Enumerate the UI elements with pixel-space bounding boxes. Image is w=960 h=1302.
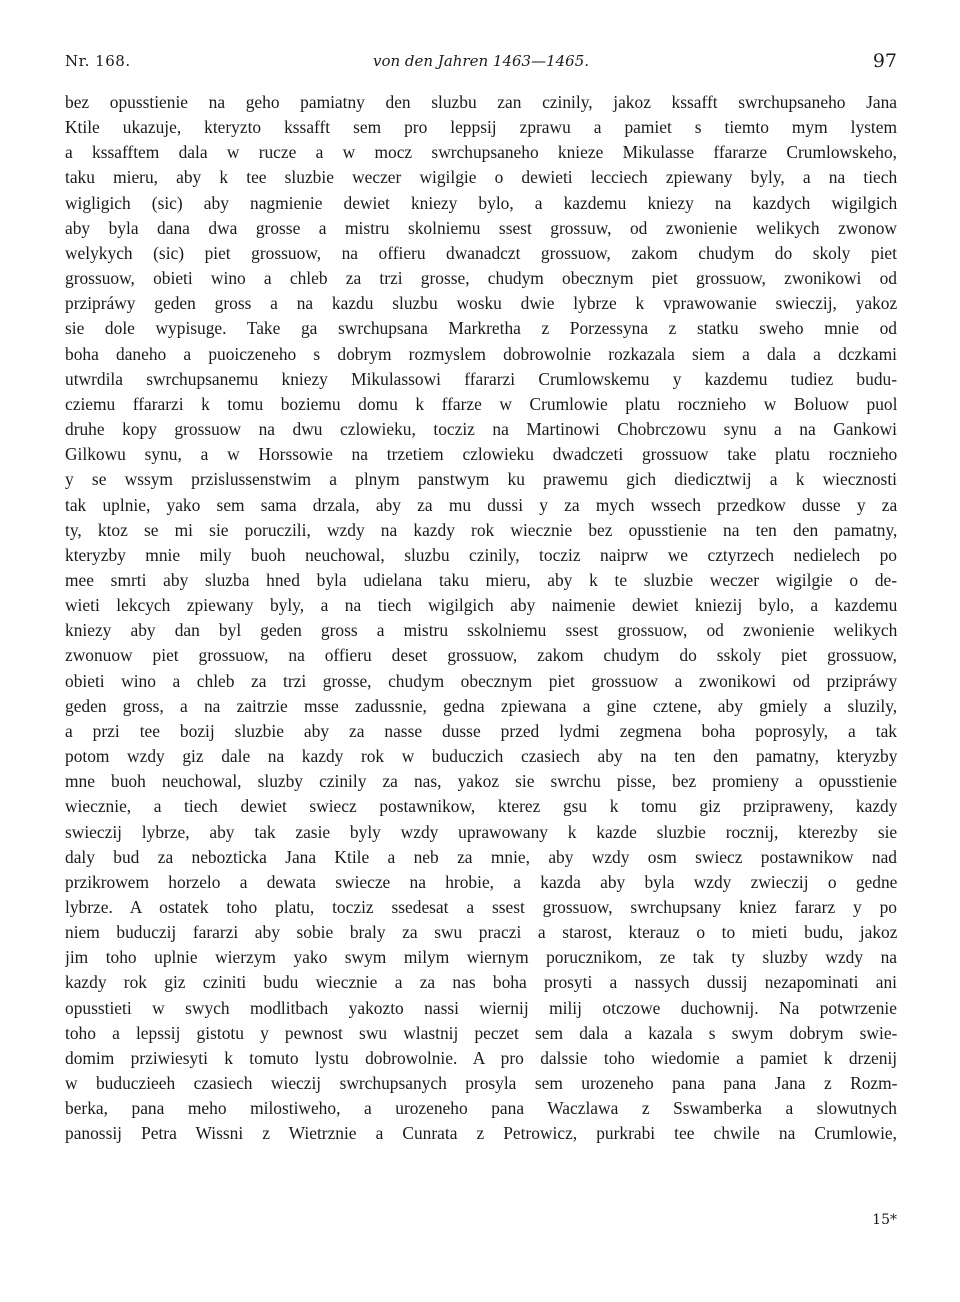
text-line: aby byla dana dwa grosse a mistru skolniemu ssest grossuw, od zwonienie welikych zwonow xyxy=(65,217,897,238)
text-line: boha daneho a puoiczeneho s dobrym rozmyslem dobrowolnie rozkazala siem a dala a dczkami xyxy=(65,343,897,364)
text-line: obieti wino a chleb za trzi grosse, chudym obecznym piet grossuow a zwonikowi od przipráwy xyxy=(65,670,897,691)
text-line: utwrdila swrchupsanemu kniezy Mikulassowi ffararzi Crumlowskemu y kazdemu tudiez budu- xyxy=(65,368,897,389)
document-number: Nr. 168. xyxy=(65,52,131,70)
text-line: niem buduczij fararzi aby sobie braly za swu praczi a starost, kterauz o to mieti budu, jakoz xyxy=(65,922,897,943)
signature-mark: 15* xyxy=(872,1212,897,1228)
text-line: wigligich (sic) aby nagmienie dewiet kniezy bylo, a kazdemu kniezy na kazdych wigilgich xyxy=(65,192,897,213)
text-line: kniezy aby dan byl geden gross a mistru sskolniemu ssest grossuow, od zwonienie welikych xyxy=(65,620,897,641)
text-line: swieczij lybrze, aby tak zasie byly wzdy uprawowany k kazde sluzbie rocznij, kterezby sie xyxy=(65,821,897,842)
text-line: domim prziwiesyti k tomuto lystu dobrowolnie. A pro dalssie toho wiedomie a pamiet k drzenij xyxy=(65,1047,897,1068)
text-line: mee smrti aby sluzba hned byla udielana taku mieru, aby k te sluzbie weczer wigilgie o de- xyxy=(65,569,897,590)
text-line: przikrowem horzelo a dewata swiecze na hrobie, a kazda aby byla wzdy zwieczij o gedne xyxy=(65,871,897,892)
text-line: opusstieti w swych modlitbach yakozto nassi wiernij milij otczowe duchownij. Na potwrzenie xyxy=(65,997,897,1018)
text-line: wieti lekcych zpiewany byly, a na tiech wigilgich aby naimenie dewiet kniezij bylo, a kazdemu xyxy=(65,595,897,616)
text-line: zwonuow piet grossuow, na offieru deset grossuow, zakom chudym do sskoly piet grossuow, xyxy=(65,645,897,666)
page-header xyxy=(65,48,897,72)
text-line: sie dole wypisuge. Take ga swrchupsana Markretha z Porzessyna z statku sweho mnie od xyxy=(65,318,897,339)
text-line: przipráwy geden gross a na kazdu sluzbu wosku dwie lybrze k vprawowanie swieczij, yakoz xyxy=(65,293,897,314)
body-text xyxy=(65,90,897,1147)
text-line: druhe kopy grossuow na dwu czlowieku, tocziz na Martinowi Chobrczowu synu a na Gankowi xyxy=(65,419,897,440)
text-line: ty, ktoz se mi sie poruczili, wzdy na kazdy rok wiecznie bez opusstienie na ten den pamatny, xyxy=(65,519,897,540)
text-line: Gilkowu synu, a w Horssowie na trzetiem czlowieku dwadczeti grossuow take platu rocznieho xyxy=(65,444,897,465)
text-line: lybrze. A ostatek toho platu, tocziz ssedesat a ssest grossuow, swrchupsany kniez fararz y po xyxy=(65,897,897,917)
text-line: cziemu ffararzi k tomu boziemu domu k ffarze w Crumlowie platu rocznieho w Boluow puol xyxy=(65,393,897,414)
text-line: a przi tee bozij sluzbie aby za nasse dusse przed lydmi zegmena boha poprosyly, a tak xyxy=(65,720,897,741)
text-line: a kssafftem dala w rucze a w mocz swrchupsaneho knieze Mikulasse ffararze Crumlowskeho, xyxy=(65,142,897,163)
text-line: Ktile ukazuje, kteryzto kssafft sem pro leppsij zprawu a pamiet s tiemto mym lystem xyxy=(65,117,897,138)
text-line: kazdy rok giz cziniti budu wiecznie a za nas boha prosyti a nassych dussij nezapominati ani xyxy=(65,972,897,993)
text-line: mne buoh neuchowal, sluzby czinily za nas, yakoz sie swrchu pisse, bez promieny a opusstienie xyxy=(65,771,897,792)
document-page xyxy=(65,48,897,1228)
text-line: geden gross, a na zaitrzie msse zadussnie, gedna zpiewana a gine cztene, aby gmiely a sluzily, xyxy=(65,695,897,716)
page-number: 97 xyxy=(872,50,897,72)
text-line: potom wzdy giz dale na kazdy rok w buduczich czasiech aby na ten den pamatny, kteryzby xyxy=(65,746,897,767)
text-line: grossuow, obieti wino a chleb za trzi grosse, chudym obecznym piet grossuow, zwonikowi od xyxy=(65,268,897,289)
running-title: von den Jahren 1463—1465. xyxy=(372,52,590,70)
text-line: daly bud za nebozticka Jana Ktile a neb za mnie, aby wzdy osm swiecz postawnikow nad xyxy=(65,846,897,867)
text-line: y se wssym przislussenstwim a plnym panstwym ku prawemu gich diedicztwij a k wiecznosti xyxy=(65,469,897,490)
text-line: kteryzby mnie mily buoh neuchowal, sluzbu czinily, tocziz naiprw we cztyrzech nedielech po xyxy=(65,544,897,565)
text-line: jim toho uplnie wierzym yako swym milym wiernym porucznikom, ze tak ty sluzby wzdy na xyxy=(65,947,897,968)
text-line: berka, pana meho milostiweho, a urozeneho pana Waczlawa z Sswamberka a slowutnych xyxy=(65,1098,897,1119)
text-line: welykych (sic) piet grossuow, na offieru dwanadczt grossuow, zakom chudym do skoly piet xyxy=(65,242,897,263)
text-line: w buduczieeh czasiech wieczij swrchupsanych prosyla sem urozeneho pana pana Jana z Rozm- xyxy=(65,1073,897,1094)
text-line: panossij Petra Wissni z Wietrznie a Cunrata z Petrowicz, purkrabi tee chwile na Crumlowie, xyxy=(65,1123,897,1144)
text-line: toho a lepssij gistotu y pewnost swu wlastnij peczet sem dala a kazala s swym dobrym swie- xyxy=(65,1022,897,1043)
text-line: wiecznie, a tiech dewiet swiecz postawnikow, kterez gsu k tomu giz przipraweny, kazdy xyxy=(65,796,897,817)
text-line: bez opusstienie na geho pamiatny den sluzbu zan czinily, jakoz kssafft swrchupsaneho Jana xyxy=(65,92,897,112)
text-line: taku mieru, aby k tee sluzbie weczer wigilgie o dewieti lecciech zpiewany byly, a na tiech xyxy=(65,167,897,188)
text-line: tak uplnie, yako sem sama drzala, aby za mu dussi y za mych wssech przedkow dusse y za xyxy=(65,494,897,515)
